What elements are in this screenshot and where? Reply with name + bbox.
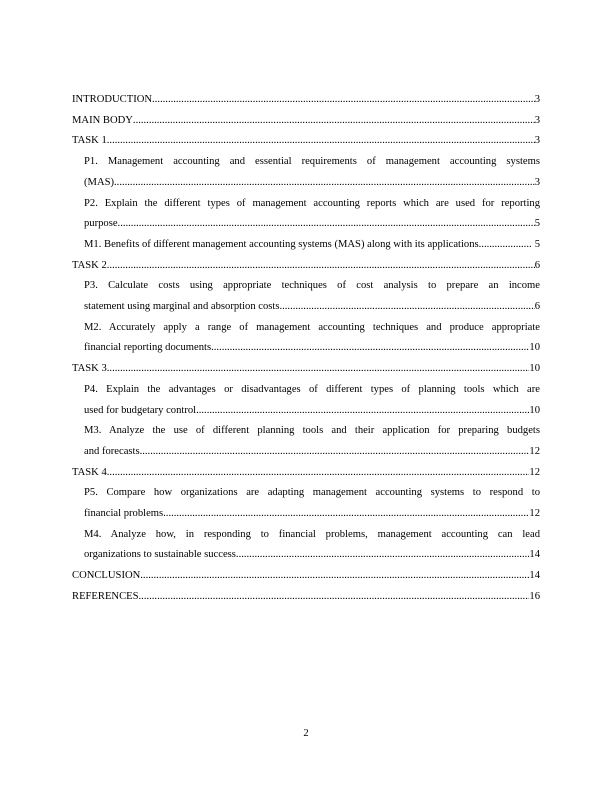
table-of-contents [72,90,540,608]
toc-entry-label-line2: organizations to sustainable success [84,549,236,561]
toc-page-number: 14 [529,549,540,561]
dot-leader [114,173,535,194]
toc-page-number: 10 [529,404,540,416]
page-number: 2 [303,728,309,739]
dot-leader [107,131,535,152]
toc-page-number: 6 [534,301,540,313]
dot-leader [479,235,532,256]
toc-entry-p5[interactable] [72,483,540,524]
toc-entry-main-body[interactable] [72,111,540,132]
toc-entry-introduction[interactable] [72,90,540,111]
dot-leader [107,463,530,484]
toc-entry-label: M1. Benefits of different management accounting systems (MAS) along with its applications [84,238,479,250]
dot-leader [118,214,535,235]
toc-entry-label: TASK 1 [72,135,107,147]
toc-entry-label-line2: used for budgetary control [84,404,197,416]
toc-entry-label-line1: M4. Analyze how, in responding to financial problems, management accounting can lead [84,528,540,540]
dot-leader [211,338,529,359]
dot-leader [139,587,530,608]
dot-leader [140,442,530,463]
toc-page-number: 3 [534,94,540,105]
dot-leader [107,359,530,380]
toc-entry-label-line2: financial problems [84,508,164,520]
dot-leader [140,566,529,587]
toc-page-number: 3 [534,114,540,126]
toc-entry-task-3[interactable] [72,359,540,380]
toc-entry-label-line1: P3. Calculate costs using appropriate techniques of cost analysis to prepare an income [84,280,540,292]
toc-entry-references[interactable] [72,587,540,608]
toc-entry-label: CONCLUSION [72,570,141,582]
toc-page-number: 5 [534,238,540,250]
dot-leader [152,90,535,111]
toc-entry-conclusion[interactable] [72,566,540,587]
toc-entry-label: MAIN BODY [72,114,133,126]
toc-entry-p4[interactable] [72,380,540,421]
toc-entry-p1[interactable] [72,152,540,193]
toc-page-number: 14 [529,570,540,582]
toc-page-number: 6 [534,259,540,271]
dot-leader [163,504,529,525]
toc-entry-label: TASK 4 [72,466,107,478]
toc-entry-p2[interactable] [72,194,540,235]
toc-entry-label-line1: P4. Explain the advantages or disadvantages of different types of planning tools which are [84,383,540,395]
dot-leader [133,111,535,132]
toc-page-number: 12 [529,445,540,457]
toc-entry-label-line2: (MAS) [84,176,115,188]
toc-entry-label: INTRODUCTION [72,94,153,105]
toc-entry-label-line1: P1. Management accounting and essential requirements of management accounting systems [84,156,540,168]
toc-entry-m2[interactable] [72,318,540,359]
dot-leader [196,401,529,422]
toc-entry-label-line1: M3. Analyze the use of different planning tools and their application for preparing budgets [84,425,540,437]
dot-leader [107,256,535,277]
toc-entry-label-line2: statement using marginal and absorption costs [84,301,280,313]
toc-entry-label-line2: and forecasts [84,445,140,457]
toc-entry-label-line2: financial reporting documents [84,342,212,354]
toc-page-number: 3 [534,135,540,147]
toc-entry-m3[interactable] [72,421,540,462]
toc-page-number: 3 [534,176,540,188]
toc-page-number: 12 [529,466,540,478]
toc-entry-label-line1: P5. Compare how organizations are adapting management accounting systems to respond to [84,487,540,499]
toc-page-number: 10 [529,342,540,354]
toc-entry-task-4[interactable] [72,463,540,484]
toc-entry-m4[interactable] [72,525,540,566]
toc-entry-task-2[interactable] [72,256,540,277]
toc-page-number: 10 [529,363,540,375]
toc-entry-label: TASK 3 [72,363,107,375]
toc-entry-label: TASK 2 [72,259,107,271]
toc-page-number: 5 [534,218,540,230]
toc-entry-label: REFERENCES [72,590,139,602]
toc-entry-label-line2: purpose [84,218,118,230]
dot-leader [236,545,529,566]
toc-entry-label-line1: M2. Accurately apply a range of management accounting techniques and produce appropriate [84,321,540,333]
toc-entry-m1[interactable] [72,235,540,256]
toc-entry-label-line1: P2. Explain the different types of management accounting reports which are used for reporting [84,197,540,209]
toc-entry-p3[interactable] [72,276,540,317]
dot-leader [279,297,534,318]
toc-page-number: 16 [529,590,540,602]
toc-page-number: 12 [529,508,540,520]
toc-entry-task-1[interactable] [72,131,540,152]
